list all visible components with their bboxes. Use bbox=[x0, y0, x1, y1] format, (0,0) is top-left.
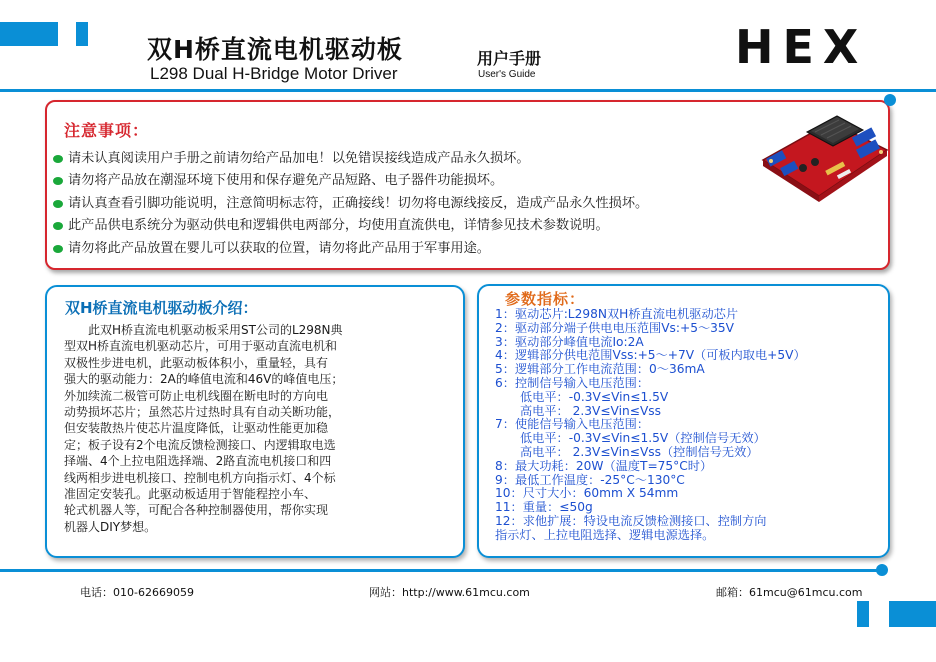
spec-line: 12：求他扩展：特设电流反馈检测接口、控制方向 bbox=[495, 513, 767, 528]
notice-item-text: 请勿将产品放在潮湿环境下使用和保存避免产品短路、电子器件功能损坏。 bbox=[68, 173, 504, 189]
spec-line: 指示灯、上拉电阻选择、逻辑电源选择。 bbox=[495, 527, 715, 542]
intro-line: 动势损坏芯片；虽然芯片过热时具有自动关断功能， bbox=[64, 404, 341, 419]
spec-list bbox=[495, 308, 806, 543]
spec-line: 11：重量：≤50g bbox=[495, 500, 593, 515]
notice-item bbox=[53, 170, 648, 192]
brand-logo: HEX bbox=[735, 20, 868, 74]
spec-line: 3：驱动部分峰值电流Io:2A bbox=[495, 334, 644, 349]
notice-item bbox=[53, 193, 648, 215]
corner-block-bottom-right bbox=[889, 601, 936, 627]
spec-line: 高电平： 2.3V≤Vin≤Vss bbox=[520, 403, 661, 418]
footer-phone: 电话：010-62669059 bbox=[80, 586, 194, 599]
notice-item-text: 请未认真阅读用户手册之前请勿给产品加电！以免错误接线造成产品永久损坏。 bbox=[68, 151, 530, 166]
spec-line: 1：驱动芯片:L298N双H桥直流电机驱动芯片 bbox=[495, 307, 739, 321]
intro-line: 机器人DIY梦想。 bbox=[64, 519, 157, 534]
footer-website: 网站：http://www.61mcu.com bbox=[369, 586, 530, 599]
footer-divider bbox=[0, 569, 880, 572]
spec-line: 高电平： 2.3V≤Vin≤Vss（控制信号无效） bbox=[520, 444, 759, 459]
notice-item-text: 请认真查看引脚功能说明，注意简明标志符，正确接线！切勿将电源线接反，造成产品永久性损坏。 bbox=[68, 195, 649, 211]
notice-title: 注意事项： bbox=[64, 121, 150, 140]
intro-line: 轮式机器人等，可配合各种控制器使用，帮你实现 bbox=[64, 503, 329, 518]
intro-body bbox=[64, 322, 449, 535]
page-title: 双H桥直流电机驱动板 bbox=[147, 35, 403, 64]
notice-item-text: 此产品供电系统分为驱动供电和逻辑供电两部分，均使用直流供电，详情参见技术参数说明。 bbox=[68, 218, 609, 234]
guide-label-en: User's Guide bbox=[478, 69, 536, 80]
product-board-image bbox=[745, 98, 895, 218]
spec-line: 9：最低工作温度：-25°C～130°C bbox=[495, 472, 685, 487]
intro-line: 定；板子设有2个电流反馈检测接口、内逻辑取电选 bbox=[64, 437, 336, 452]
intro-line: 强大的驱动能力：2A的峰值电流和46V的峰值电压； bbox=[64, 372, 344, 387]
intro-line: 此双H桥直流电机驱动板采用ST公司的L298N典 bbox=[64, 323, 343, 337]
notice-list bbox=[53, 148, 648, 260]
footer-email: 邮箱：61mcu@61mcu.com bbox=[716, 586, 863, 599]
spec-line: 4：逻辑部分供电范围Vss:+5～+7V（可板内取电+5V） bbox=[495, 348, 806, 363]
intro-line: 准固定安装孔。此驱动板适用于智能程控小车、 bbox=[64, 486, 317, 501]
bullet-icon bbox=[53, 200, 63, 208]
spec-line: 2：驱动部分端子供电电压范围Vs:+5～35V bbox=[495, 320, 734, 335]
header-divider bbox=[0, 89, 936, 92]
bullet-icon bbox=[53, 245, 63, 253]
bullet-icon bbox=[53, 155, 63, 163]
bullet-icon bbox=[53, 222, 63, 230]
intro-line: 择端、4个上拉电阻选择端、2路直流电机接口和四 bbox=[64, 454, 332, 469]
spec-line: 低电平：-0.3V≤Vin≤1.5V bbox=[520, 389, 669, 404]
guide-label-cn: 用户手册 bbox=[477, 49, 542, 68]
bullet-icon bbox=[53, 177, 63, 185]
notice-item bbox=[53, 148, 648, 170]
intro-line: 型双H桥直流电机驱动芯片，可用于驱动直流电机和 bbox=[64, 339, 338, 354]
spec-line: 7：使能信号输入电压范围： bbox=[495, 417, 650, 432]
notice-item-text: 请勿将此产品放置在婴儿可以获取的位置，请勿将此产品用于军事用途。 bbox=[68, 240, 490, 256]
spec-panel bbox=[477, 284, 890, 558]
corner-block-top-left bbox=[0, 22, 58, 46]
intro-line: 外加续流二极管可防止电机线圈在断电时的方向电 bbox=[64, 388, 329, 403]
corner-block-top-left-small bbox=[76, 22, 88, 46]
spec-line: 5：逻辑部分工作电流范围：0～36mA bbox=[495, 362, 705, 377]
intro-line: 线两相步进电机接口、控制电机方向指示灯、4个标 bbox=[64, 470, 336, 485]
spec-line: 6：控制信号输入电压范围： bbox=[495, 375, 650, 390]
intro-panel bbox=[45, 285, 465, 558]
notice-item bbox=[53, 238, 648, 260]
page-subtitle: L298 Dual H-Bridge Motor Driver bbox=[150, 64, 398, 83]
corner-block-bottom-right-small bbox=[857, 601, 869, 627]
intro-title: 双H桥直流电机驱动板介绍： bbox=[65, 299, 258, 317]
intro-line: 但安装散热片使芯片温度降低，让驱动性能更加稳 bbox=[64, 421, 329, 436]
spec-line: 低电平：-0.3V≤Vin≤1.5V（控制信号无效） bbox=[520, 431, 766, 446]
footer-divider-dot bbox=[876, 564, 888, 576]
intro-line: 双极性步进电机，此驱动板体积小，重量轻，具有 bbox=[64, 355, 329, 370]
spec-line: 8：最大功耗：20W（温度T=75°C时） bbox=[495, 458, 713, 473]
spec-title: 参数指标： bbox=[505, 290, 586, 308]
notice-item bbox=[53, 215, 648, 237]
spec-line: 10：尺寸大小：60mm X 54mm bbox=[495, 486, 679, 501]
